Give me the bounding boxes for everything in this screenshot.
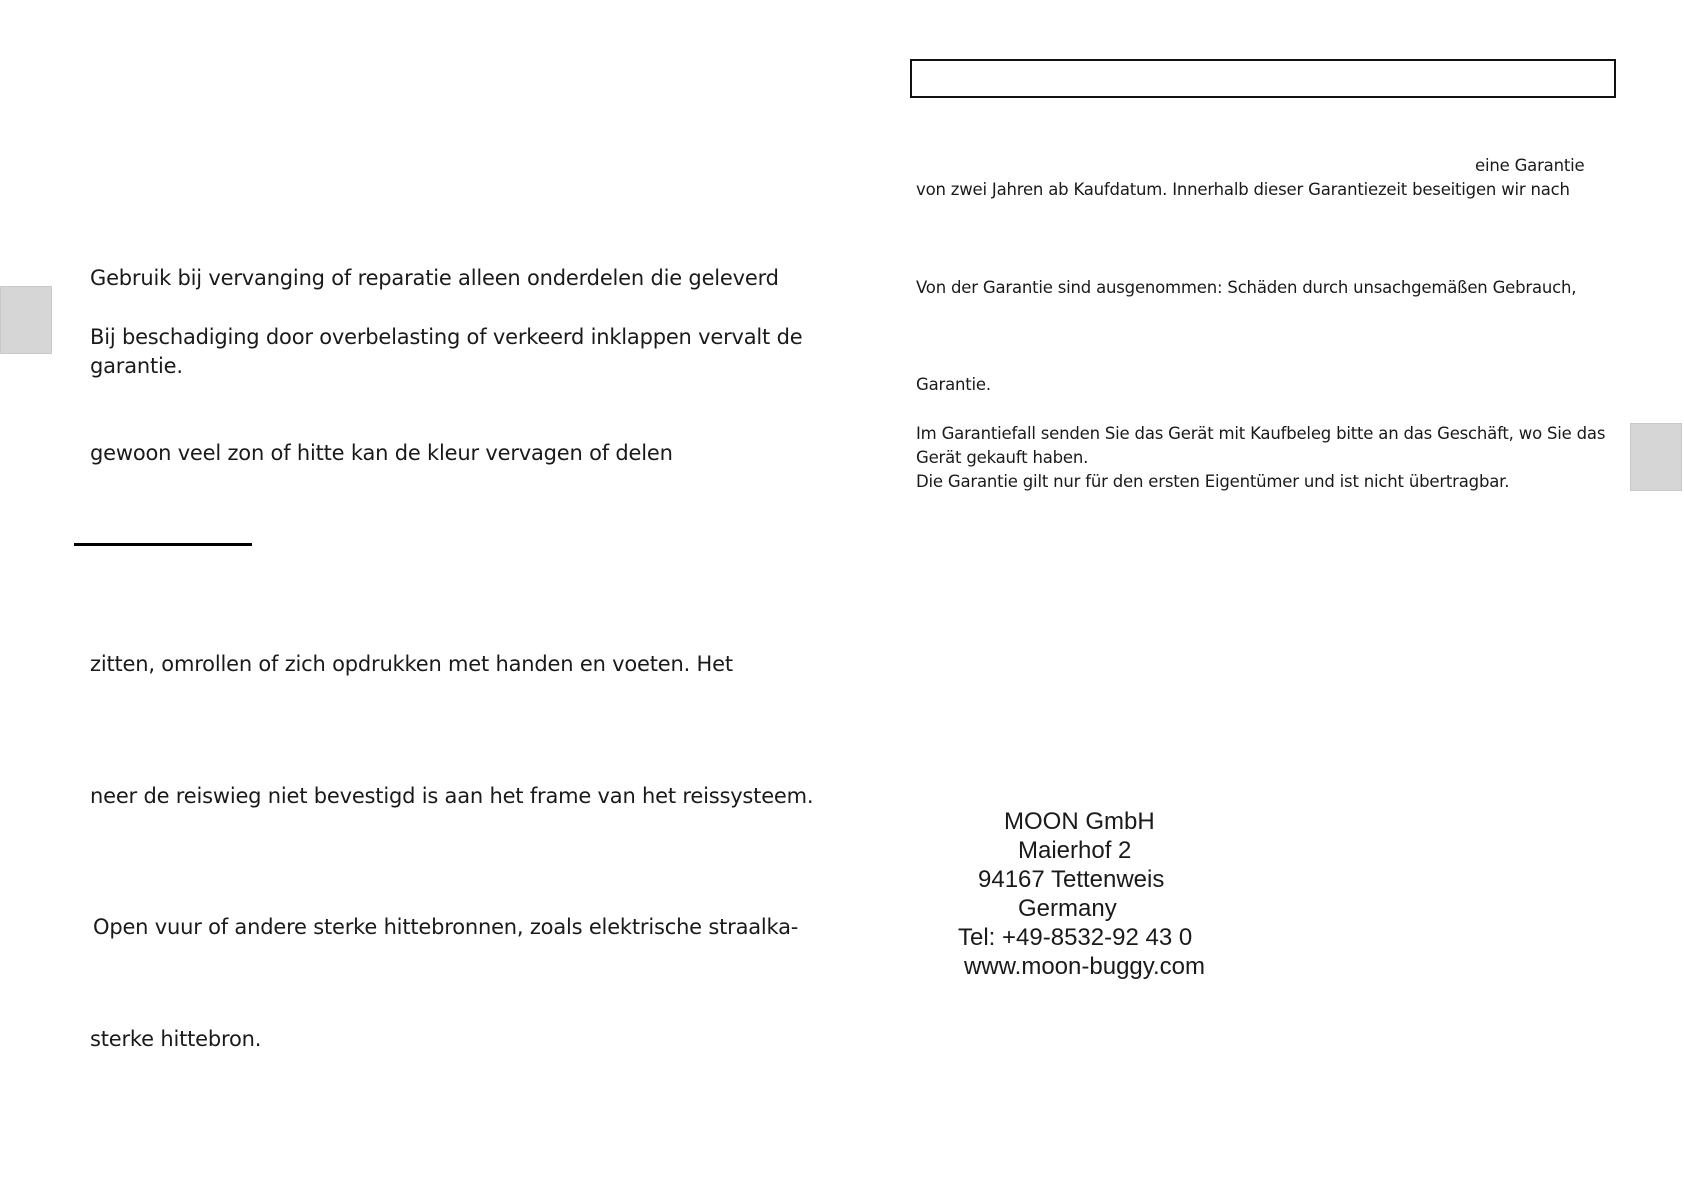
company-street: Maierhof 2 — [1018, 837, 1132, 864]
company-phone: Tel: +49-8532-92 43 0 — [958, 924, 1193, 951]
section-divider — [74, 543, 252, 546]
nl-text-line-7: Open vuur of andere sterke hittebronnen, zoals elektrische straalka- — [93, 915, 799, 939]
left-side-tab — [0, 286, 52, 354]
nl-text-line-2: Bij beschadiging door overbelasting of verkeerd inklappen vervalt de — [90, 325, 803, 349]
nl-text-line-6: neer de reiswieg niet bevestigd is aan het frame van het reissysteem. — [90, 784, 814, 808]
nl-text-line-1: Gebruik bij vervanging of reparatie alleen onderdelen die geleverd — [90, 266, 779, 290]
nl-text-line-5: zitten, omrollen of zich opdrukken met handen en voeten. Het — [90, 652, 733, 676]
company-country: Germany — [1018, 895, 1117, 922]
de-text-line-6: Gerät gekauft haben. — [916, 448, 1089, 467]
de-text-line-2: von zwei Jahren ab Kaufdatum. Innerhalb dieser Garantiezeit beseitigen wir nach — [916, 180, 1570, 199]
nl-text-line-8: sterke hittebron. — [90, 1027, 262, 1051]
de-text-line-1: eine Garantie — [1475, 156, 1585, 175]
nl-text-line-4: gewoon veel zon of hitte kan de kleur vervagen of delen — [90, 441, 673, 465]
company-name: MOON GmbH — [1004, 808, 1155, 835]
de-text-line-3: Von der Garantie sind ausgenommen: Schäden durch unsachgemäßen Gebrauch, — [916, 278, 1577, 297]
de-text-line-5: Im Garantiefall senden Sie das Gerät mit Kaufbeleg bitte an das Geschäft, wo Sie das — [916, 424, 1606, 443]
nl-text-line-3: garantie. — [90, 354, 183, 378]
de-text-line-4: Garantie. — [916, 375, 991, 394]
company-website: www.moon-buggy.com — [964, 953, 1205, 980]
right-side-tab — [1630, 423, 1682, 491]
header-box — [910, 59, 1616, 98]
de-text-line-7: Die Garantie gilt nur für den ersten Eigentümer und ist nicht übertragbar. — [916, 472, 1510, 491]
company-city: 94167 Tettenweis — [978, 866, 1165, 893]
